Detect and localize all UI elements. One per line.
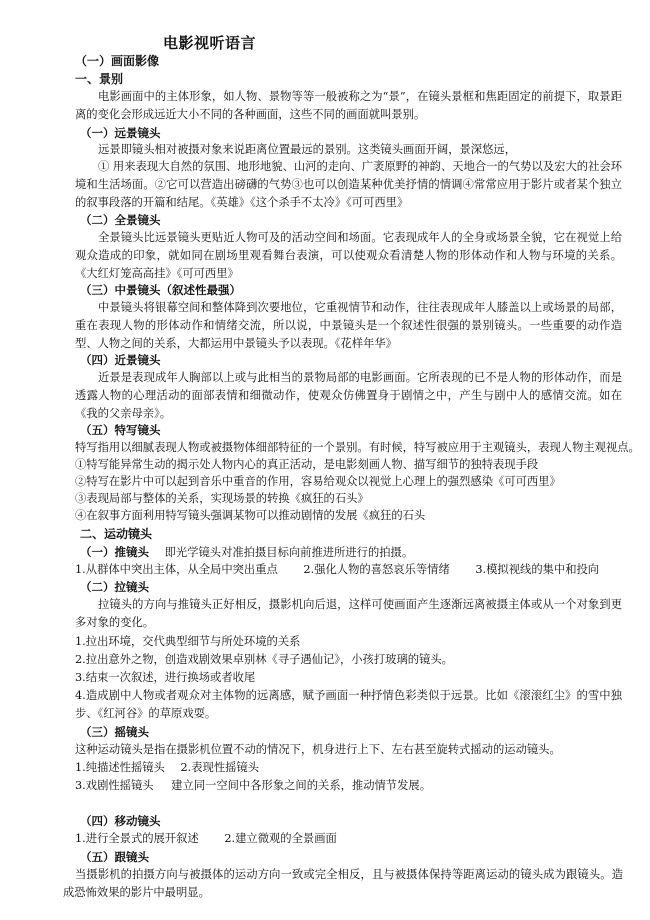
paragraph-yuanjing-uses: ① 用来表现大自然的氛围、地形地貌、山河的走向、广袤原野的神韵、天地合一的气势以及宏大的社会环境和生活场面。②它可以营造出磅礴的气势③也可以创造某种优美抒情的情调④常常应用于影片或者某个独立的叙事段落的开篇和结尾。《英雄》《这个杀手不太冷》《可可西里》 [75, 160, 622, 209]
tui-item-3: 3.模拟视线的集中和投向 [475, 563, 600, 576]
paragraph-jinjing: 近景是表现成年人胸部以上或与此相当的景物局部的电影画面。它所表现的已不是人物的形体动作，而是透露人物的心理活动的面部表情和细微动作，使观众仿佛置身于剧情之中，产生与剧中人的感情交流。如在《我的父亲母亲》。 [75, 371, 622, 420]
paragraph-texie: 特写指用以细腻表现人物或被摄物体细部特征的一个景别。有时候，特写被应用于主观镜头，表现人物主观视点。 [75, 441, 640, 454]
heading-zhongjing: （三）中景镜头（叙述性最强） [80, 283, 241, 297]
paragraph-jingbie-intro: 电影画面中的主体形象，如人物、景物等等一般被称之为“景”，在镜头景框和焦距固定的前提下，取景距离的变化会形成远近大小不同的各种画面，这些不同的画面就叫景别。 [75, 90, 622, 121]
heading-gen: （五）跟镜头 [80, 850, 149, 864]
yao-item-1: 1.纯描述性摇镜头 [75, 761, 165, 774]
tui-definition: 即光学镜头对准拍摄目标向前推进所进行的拍摄。 [164, 546, 414, 559]
heading-yundong: 二、运动镜头 [80, 527, 153, 541]
yao-item-3-line [75, 777, 431, 795]
yidong-items [75, 830, 337, 848]
paragraph-yuanjing-def: 远景即镜头相对被摄对象来说距离位置最远的景别。这类镜头画面开阔，景深悠远， [98, 143, 516, 156]
yao-item-2: 2.表现性摇镜头 [180, 761, 260, 774]
tui-heading-line [80, 543, 413, 562]
paragraph-gen: 当摄影机的拍摄方向与被摄体的运动方向一致或完全相反，且与被摄体保持等距离运动的镜头成为跟镜头。造成恐怖效果的影片中最明显。 [63, 868, 623, 899]
texie-point-4: ④在叙事方面利用特写镜头强调某物可以推动剧情的发展《疯狂的石头 [75, 509, 426, 522]
texie-point-3: ③表现局部与整体的关系，实现场景的转换《疯狂的石头》 [75, 492, 369, 505]
la-point-4: 4.造成剧中人物或者观众对主体物的远离感，赋予画面一种抒情色彩类似于远景。比如《滚滚红尘》的雪中独步、《红河谷》的草原戏耍。 [75, 689, 622, 720]
paragraph-yao: 这种运动镜头是指在摄影机位置不动的情况下，机身进行上下、左右甚至旋转式摇动的运动镜头。 [75, 743, 561, 756]
heading-yao: （三）摇镜头 [80, 725, 149, 739]
tui-items [75, 561, 599, 579]
heading-quanjing: （二）全景镜头 [80, 213, 161, 227]
heading-tui: （一）推镜头 [80, 545, 149, 559]
document-title: 电影视听语言 [163, 34, 257, 52]
tui-item-2: 2.强化人物的喜怒哀乐等情绪 [303, 563, 450, 576]
paragraph-zhongjing: 中景镜头将银幕空间和整体降到次要地位，它重视情节和动作，往往表现成年人膝盖以上或场景的局部，重在表现人物的形体动作和情绪交流，所以说，中景镜头是一个叙述性很强的景别镜头。一些重要的动作造型、人物之间的关系，大都运用中景镜头予以表现。《花样年华》 [75, 301, 622, 350]
heading-yuanjing: （一）远景镜头 [80, 126, 161, 140]
section-heading-image: （一）画面影像 [75, 54, 160, 68]
heading-la: （二）拉镜头 [80, 580, 149, 594]
tui-item-1: 1.从群体中突出主体，从全局中突出重点 [75, 563, 278, 576]
yao-items [75, 759, 259, 777]
yao-item-3: 3.戏剧性摇镜头 [75, 779, 154, 792]
heading-texie: （五）特写镜头 [80, 423, 161, 437]
paragraph-la: 拉镜头的方向与推镜头正好相反，摄影机向后退，这样可使画面产生逐渐远离被摄主体或从一个对象到更多对象的变化。 [75, 598, 622, 629]
yidong-item-2: 2.建立微观的全景画面 [224, 832, 337, 845]
yao-item-3-desc: 建立同一空间中各形象之间的关系，推动情节发展。 [171, 779, 431, 792]
yidong-item-1: 1.进行全景式的展开叙述 [75, 832, 199, 845]
heading-jingbie: 一、景别 [75, 72, 124, 86]
heading-jinjing: （四）近景镜头 [80, 353, 161, 367]
paragraph-quanjing: 全景镜头比远景镜头更贴近人物可及的活动空间和场面。它表现成年人的全身或场景全貌，它在视觉上给观众造成的印象，就如同在剧场里观看舞台表演，可以使观众看清楚人物的形体动作和人物与环境的关系。《大红灯笼高高挂》《可可西里》 [75, 231, 622, 280]
la-point-1: 1.拉出环境，交代典型细节与所处环境的关系 [75, 635, 301, 648]
la-point-3: 3.结束一次叙述，进行换场或者收尾 [75, 671, 256, 684]
texie-point-1: ①特写能异常生动的揭示处人物内心的真正活动，是电影刻画人物、描写细节的独特表现手段 [75, 458, 539, 471]
la-point-2: 2.拉出意外之物，创造戏剧效果卓别林《寻子遇仙记》，小孩打玻璃的镜头。 [75, 653, 453, 666]
heading-yidong: （四）移动镜头 [80, 814, 161, 828]
texie-point-2: ②特写在影片中可以起到音乐中重音的作用，容易给观众以视觉上心理上的强烈感染《可可西里》 [75, 475, 561, 488]
